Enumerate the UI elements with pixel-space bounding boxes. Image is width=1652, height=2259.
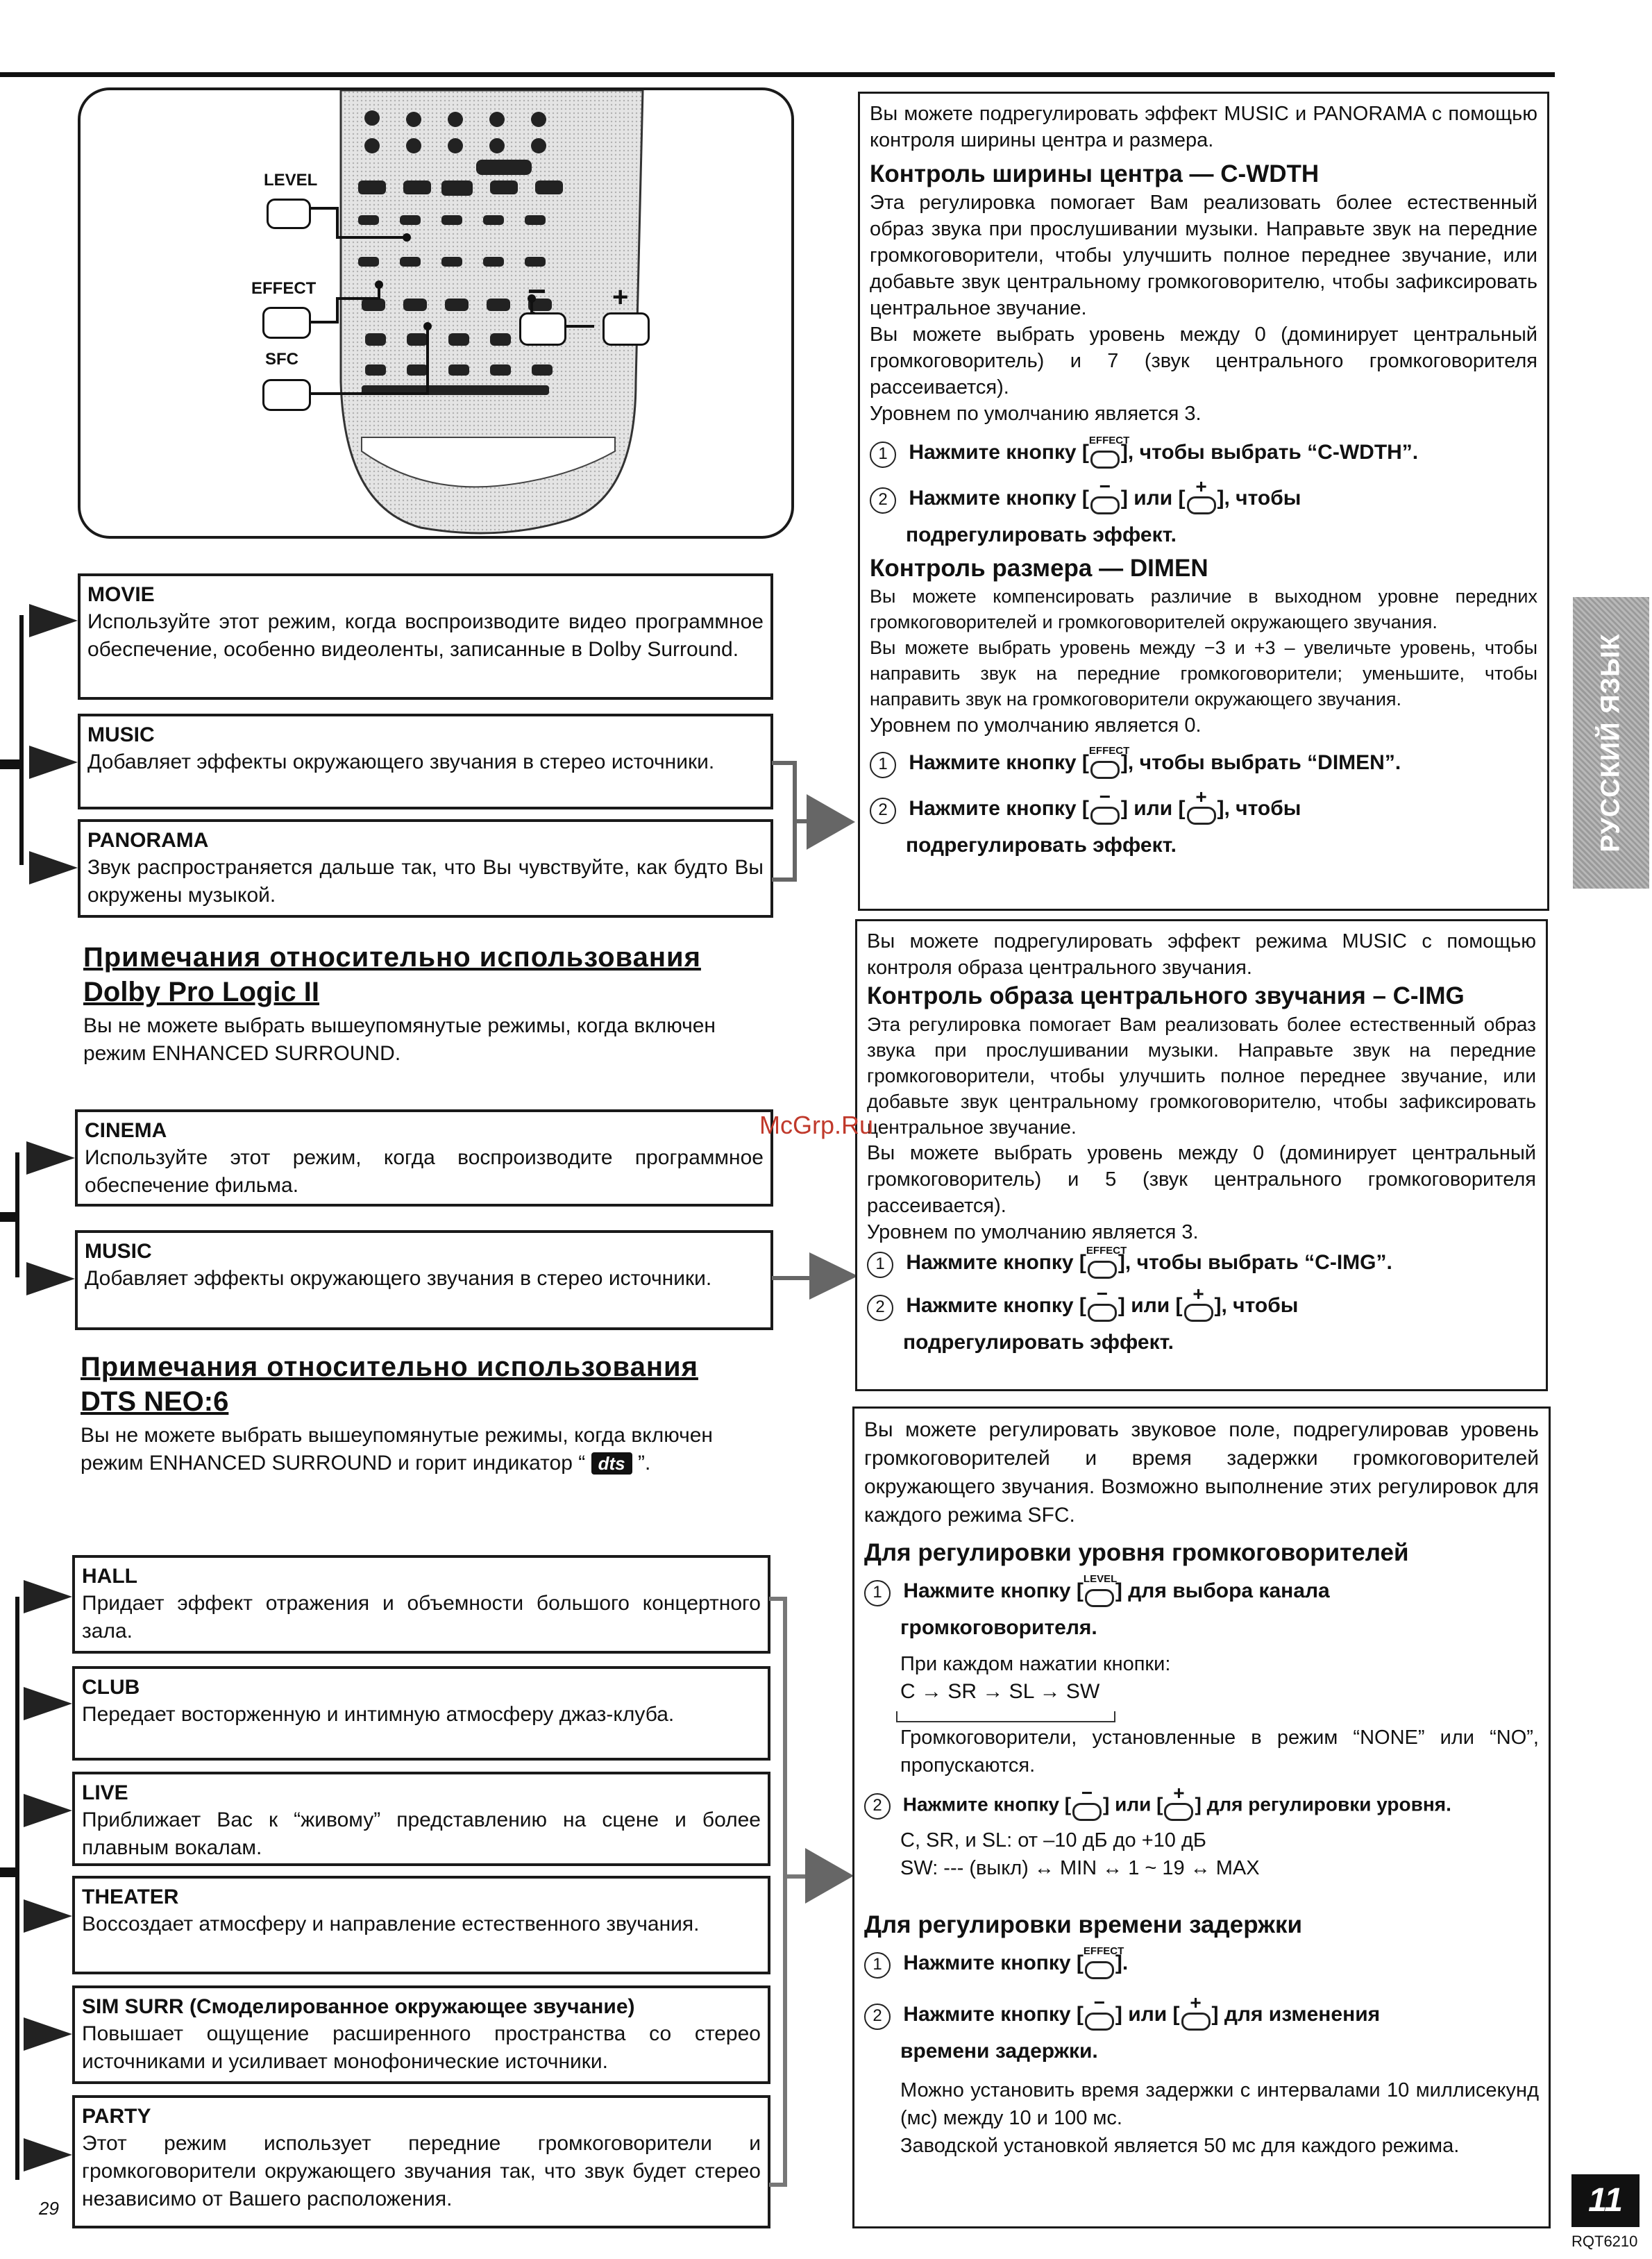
step-number: 1 (864, 1580, 891, 1606)
step-text: ] или [ (1115, 2002, 1180, 2026)
cwdth-default: Уровнем по умолчанию является 3. (870, 403, 1202, 425)
remote-illustration (78, 87, 794, 539)
key-label: EFFECT (1083, 1945, 1124, 1957)
arrow-to-box1 (807, 794, 855, 850)
box2-intro: Вы можете подрегулировать эффект режима MUSIC с помощью контроля образа центрального звучания. (867, 930, 1536, 979)
delay-step2 (864, 1992, 1539, 2031)
key-label: + (1195, 476, 1207, 497)
step-text: Нажмите кнопку [ (903, 2002, 1084, 2026)
sfc-button[interactable] (262, 379, 311, 411)
minus-key-icon (1086, 1283, 1118, 1322)
mode-title: MOVIE (87, 583, 155, 606)
mode-box-panorama (78, 819, 773, 918)
level-step2 (864, 1782, 1539, 1821)
mode-box-cinema (75, 1109, 773, 1207)
step-text: Нажмите кнопку [ (902, 1793, 1072, 1815)
step-text: ], чтобы (1217, 796, 1301, 820)
connector (769, 2183, 786, 2187)
arrow-theater (24, 1899, 72, 1933)
language-side-tab (1573, 597, 1649, 889)
watermark: McGrp.Ru (759, 1111, 874, 1139)
connector (0, 1212, 19, 1222)
step-continued: подрегулировать эффект. (906, 834, 1177, 857)
page-number-right: 11 (1571, 2174, 1640, 2227)
minus-key-icon (1089, 476, 1121, 514)
minus-key-icon (1071, 1782, 1103, 1821)
dimen-step1 (870, 745, 1537, 779)
step-text: Нажмите кнопку [ (906, 1250, 1086, 1274)
level-heading: Для регулировки уровня громкоговорителей (864, 1539, 1409, 1566)
level-range-2: SW: --- (выкл) ↔ MIN ↔ 1 ~ 19 ↔ MAX (900, 1857, 1260, 1879)
arrow-simsurr (24, 2017, 72, 2051)
step-text: Нажмите кнопку [ (909, 750, 1089, 774)
cimg-range: Вы можете выбрать уровень между 0 (доминирует центральный громкоговоритель) и 5 (звук центрального громкоговорителя рассеивается). (867, 1142, 1536, 1217)
step-text: Нажмите кнопку [ (909, 440, 1089, 464)
dimen-range: Вы можете выбрать уровень между −3 и +3 – увеличьте уровень, чтобы направить звук на передние громкоговорители; уменьшите, чтобы направить звук на громкоговорители окружающего звучания. (870, 637, 1537, 709)
step-text: ] или [ (1120, 796, 1186, 820)
step-number: 2 (864, 1793, 891, 1820)
connector (772, 1276, 814, 1280)
note-title-2: DTS NEO:6 (81, 1386, 229, 1417)
step-number: 1 (867, 1252, 893, 1278)
each-press: При каждом нажатии кнопки: (900, 1653, 1171, 1675)
page-number-left: 29 (39, 2198, 59, 2219)
dimen-heading: Контроль размера — DIMEN (870, 555, 1208, 582)
key-label: + (1173, 1782, 1185, 1804)
minus-button[interactable] (519, 312, 566, 346)
level-label: LEVEL (264, 171, 318, 190)
step-text: Нажмите кнопку [ (906, 1293, 1086, 1317)
step-continued: времени задержки. (900, 2040, 1098, 2063)
dimen-step2 (870, 786, 1537, 825)
step-continued: подрегулировать эффект. (906, 523, 1177, 546)
key-label: EFFECT (1088, 435, 1130, 446)
mode-box-simsurr (72, 1985, 770, 2084)
cwdth-heading: Контроль ширины центра — C-WDTH (870, 160, 1320, 187)
box1-intro: Вы можете подрегулировать эффект MUSIC и PANORAMA с помощью контроля ширины центра и размера. (870, 103, 1537, 151)
step-continued: громкоговорителя. (900, 1616, 1097, 1639)
step-text: ], чтобы (1217, 486, 1301, 510)
mode-box-live (72, 1772, 770, 1866)
cimg-step2 (867, 1283, 1536, 1322)
sfc-label: SFC (265, 350, 298, 369)
dimen-text: Вы можете компенсировать различие в выходном уровне передних громкоговорителей и громкоговорителей окружающего звучания. (870, 586, 1537, 632)
mode-title: HALL (82, 1565, 137, 1588)
plus-key-icon (1186, 786, 1217, 825)
connector (15, 1597, 19, 2180)
step-text: ] для изменения (1211, 2002, 1381, 2026)
key-label: EFFECT (1086, 1245, 1127, 1257)
mode-box-hall (72, 1555, 770, 1654)
step-text: Нажмите кнопку [ (909, 486, 1089, 510)
dts-note (81, 1350, 768, 1477)
dolby-note (83, 940, 764, 1068)
arrow-live (24, 1794, 72, 1827)
note-text-b: ”. (637, 1452, 651, 1475)
level-key-icon (1083, 1573, 1118, 1607)
step-text: ], чтобы (1214, 1293, 1299, 1317)
mode-title: CLUB (82, 1676, 140, 1699)
step-text: ] для регулировки уровня. (1195, 1793, 1451, 1815)
key-label: − (1099, 476, 1111, 497)
minus-label: − (528, 273, 546, 309)
mode-title: MUSIC (85, 1240, 152, 1263)
arrow-cinema (26, 1141, 75, 1175)
mode-desc: Приближает Вас к “живому” представлению на сцене и более плавным вокалам. (82, 1808, 761, 1859)
note-text (81, 1422, 768, 1477)
mode-title: PANORAMA (87, 829, 209, 852)
note-text-a: Вы не можете выбрать вышеупомянутые режимы, когда включен режим ENHANCED SURROUND и горит индикатор “ (81, 1424, 713, 1475)
plus-key-icon (1180, 1992, 1212, 2031)
delay-heading: Для регулировки времени задержки (864, 1911, 1303, 1938)
effect-button[interactable] (262, 307, 311, 339)
mode-title: CINEMA (85, 1119, 167, 1142)
skipped-note: Громкоговорители, установленные в режим “NONE” или “NO”, пропускаются. (900, 1727, 1539, 1777)
arrow-club (24, 1687, 72, 1720)
step-text: ] для выбора канала (1115, 1579, 1330, 1602)
mode-title: SIM SURR (Смоделированное окружающее звучание) (82, 1995, 635, 2018)
channel-sequence: C → SR → SL → SW (900, 1680, 1100, 1703)
top-rule (0, 72, 1555, 77)
mode-desc: Добавляет эффекты окружающего звучания в стерео источники. (85, 1267, 712, 1290)
key-label: + (1190, 1992, 1202, 2013)
step-number: 2 (867, 1295, 893, 1321)
connector (19, 615, 24, 865)
mode-desc: Этот режим использует передние громкоговорители и громкоговорители окружающего звучания так, что звук будет стерео независимо от Вашего расположения. (82, 2132, 761, 2210)
level-step1 (864, 1573, 1539, 1607)
step-number: 1 (870, 752, 896, 778)
level-range-1: C, SR, и SL: от –10 дБ до +10 дБ (900, 1829, 1206, 1851)
minus-key-icon (1089, 786, 1121, 825)
arrow-music-neo (26, 1262, 75, 1295)
step-continued: подрегулировать эффект. (903, 1331, 1174, 1354)
step-number: 2 (864, 2004, 891, 2030)
mode-box-music-neo (75, 1230, 773, 1330)
key-label: LEVEL (1083, 1573, 1118, 1585)
mode-title: LIVE (82, 1781, 128, 1804)
plus-key-icon (1163, 1782, 1195, 1821)
connector (0, 759, 24, 769)
effect-key-icon (1088, 435, 1130, 469)
mode-box-club (72, 1666, 770, 1761)
step-number: 2 (870, 487, 896, 514)
mode-title: PARTY (82, 2105, 151, 2128)
mode-box-theater (72, 1876, 770, 1974)
arrow-movie (29, 604, 78, 637)
plus-key-icon (1186, 476, 1217, 514)
step-text: ], чтобы выбрать “C-IMG”. (1118, 1250, 1392, 1274)
note-title: Примечания относительно использования (81, 1352, 698, 1382)
arrow-party (24, 2138, 72, 2172)
note-title-2: Dolby Pro Logic II (83, 977, 320, 1007)
plus-key-icon (1183, 1283, 1215, 1322)
cwdth-step1 (870, 435, 1537, 469)
dts-icon: dts (591, 1452, 632, 1475)
note-text: Вы не можете выбрать вышеупомянутые режимы, когда включен режим ENHANCED SURROUND. (83, 1014, 716, 1065)
mode-title: THEATER (82, 1886, 179, 1908)
box-sfc-adjust (852, 1406, 1551, 2228)
cwdth-step2 (870, 476, 1537, 514)
plus-label: + (612, 282, 629, 312)
arrow-music (29, 746, 78, 779)
step-text: Нажмите кнопку [ (909, 796, 1089, 820)
mode-desc: Повышает ощущение расширенного пространства со стерео источниками и усиливает монофонические источники. (82, 2022, 761, 2073)
step-text: ]. (1115, 1951, 1129, 1974)
minus-key-icon (1084, 1992, 1115, 2031)
mode-desc: Используйте этот режим, когда воспроизводите программное обеспечение фильма. (85, 1146, 764, 1197)
effect-label: EFFECT (251, 279, 317, 298)
arrow-to-box3 (805, 1848, 854, 1904)
effect-key-icon (1086, 1245, 1127, 1279)
step-text: ], чтобы выбрать “C-WDTH”. (1120, 440, 1419, 464)
cwdth-range: Вы можете выбрать уровень между 0 (доминирует центральный громкоговоритель) и 7 (звук центрального громкоговорителя рассеивается). (870, 324, 1537, 398)
effect-key-icon (1088, 745, 1130, 779)
delay-text-1: Можно установить время задержки с интервалами 10 миллисекунд (мс) между 10 и 100 мс. (900, 2079, 1539, 2129)
step-text: ] или [ (1118, 1293, 1183, 1317)
cimg-heading: Контроль образа центрального звучания – C-IMG (867, 982, 1465, 1009)
dimen-default: Уровнем по умолчанию является 0. (870, 714, 1202, 737)
mode-box-party (72, 2095, 770, 2228)
sequence-loop-line (896, 1711, 1115, 1722)
cimg-step1 (867, 1245, 1536, 1279)
mode-desc: Добавляет эффекты окружающего звучания в стерео источники. (87, 750, 715, 773)
step-number: 1 (864, 1952, 891, 1979)
note-title: Примечания относительно использования (83, 942, 701, 973)
cwdth-text: Эта регулировка помогает Вам реализовать более естественный образ звука при прослушивании музыки. Направьте звук на передние громкоговорители, чтобы улучшить полное переднее звучание, или добавьте звук центральному громкоговорителю, чтобы зафиксировать центральное звучание. (870, 192, 1537, 319)
box-cwdth-dimen (858, 92, 1549, 911)
remote-drawing (81, 90, 791, 536)
step-number: 2 (870, 798, 896, 824)
key-label: EFFECT (1088, 745, 1130, 757)
mode-box-music (78, 714, 773, 809)
cimg-text: Эта регулировка помогает Вам реализовать более естественный образ звука при прослушивании музыки. Направьте звук на передние громкоговорители, чтобы улучшить полное переднее звучание, или добавьте звук центральному громкоговорителю, чтобы зафиксировать центральное звучание. (867, 1014, 1536, 1138)
mode-desc: Используйте этот режим, когда воспроизводите видео программное обеспечение, особенно видеоленты, записанные в Dolby Surround. (87, 610, 764, 661)
step-text: ], чтобы выбрать “DIMEN”. (1120, 750, 1401, 774)
plus-button[interactable] (602, 312, 650, 346)
mode-desc: Придает эффект отражения и объемности большого концертного зала. (82, 1592, 761, 1643)
mode-desc: Воссоздает атмосферу и направление естественного звучания. (82, 1913, 700, 1935)
arrow-panorama (29, 851, 78, 884)
mode-desc: Передает восторженную и интимную атмосферу джаз-клуба. (82, 1703, 675, 1726)
document-code: RQT6210 (1571, 2233, 1638, 2250)
side-tab-text: РУССКИЙ ЯЗЫК (1596, 633, 1626, 853)
step-number: 1 (870, 442, 896, 468)
mode-box-movie (78, 573, 773, 700)
arrow-hall (24, 1580, 72, 1613)
connector (783, 1597, 787, 2187)
key-label: − (1093, 1992, 1106, 2013)
delay-step1 (864, 1945, 1539, 1979)
effect-key-icon (1083, 1945, 1124, 1979)
step-text: ] или [ (1103, 1793, 1163, 1815)
connector (0, 1867, 19, 1877)
box-cimg (855, 919, 1548, 1391)
key-label: + (1192, 1283, 1204, 1304)
mode-title: MUSIC (87, 723, 155, 746)
step-text: Нажмите кнопку [ (903, 1579, 1084, 1602)
key-label: − (1081, 1782, 1093, 1804)
cimg-default: Уровнем по умолчанию является 3. (867, 1221, 1199, 1243)
box3-intro: Вы можете регулировать звуковое поле, подрегулировав уровень громкоговорителей и время задержки громкоговорителей окружающего звучания. Возможно выполнение этих регулировок для каждого режима SFC. (864, 1418, 1539, 1527)
level-button[interactable] (267, 199, 311, 229)
step-text: ] или [ (1120, 486, 1186, 510)
delay-text-2: Заводской установкой является 50 мс для каждого режима. (900, 2135, 1460, 2157)
key-label: − (1096, 1283, 1109, 1304)
step-text: Нажмите кнопку [ (903, 1951, 1084, 1974)
key-label: − (1099, 786, 1111, 807)
connector (769, 1597, 786, 1601)
mode-desc: Звук распространяется дальше так, что Вы чувствуйте, как будто Вы окружены музыкой. (87, 856, 764, 907)
key-label: + (1195, 786, 1207, 807)
arrow-to-box2 (809, 1252, 858, 1300)
